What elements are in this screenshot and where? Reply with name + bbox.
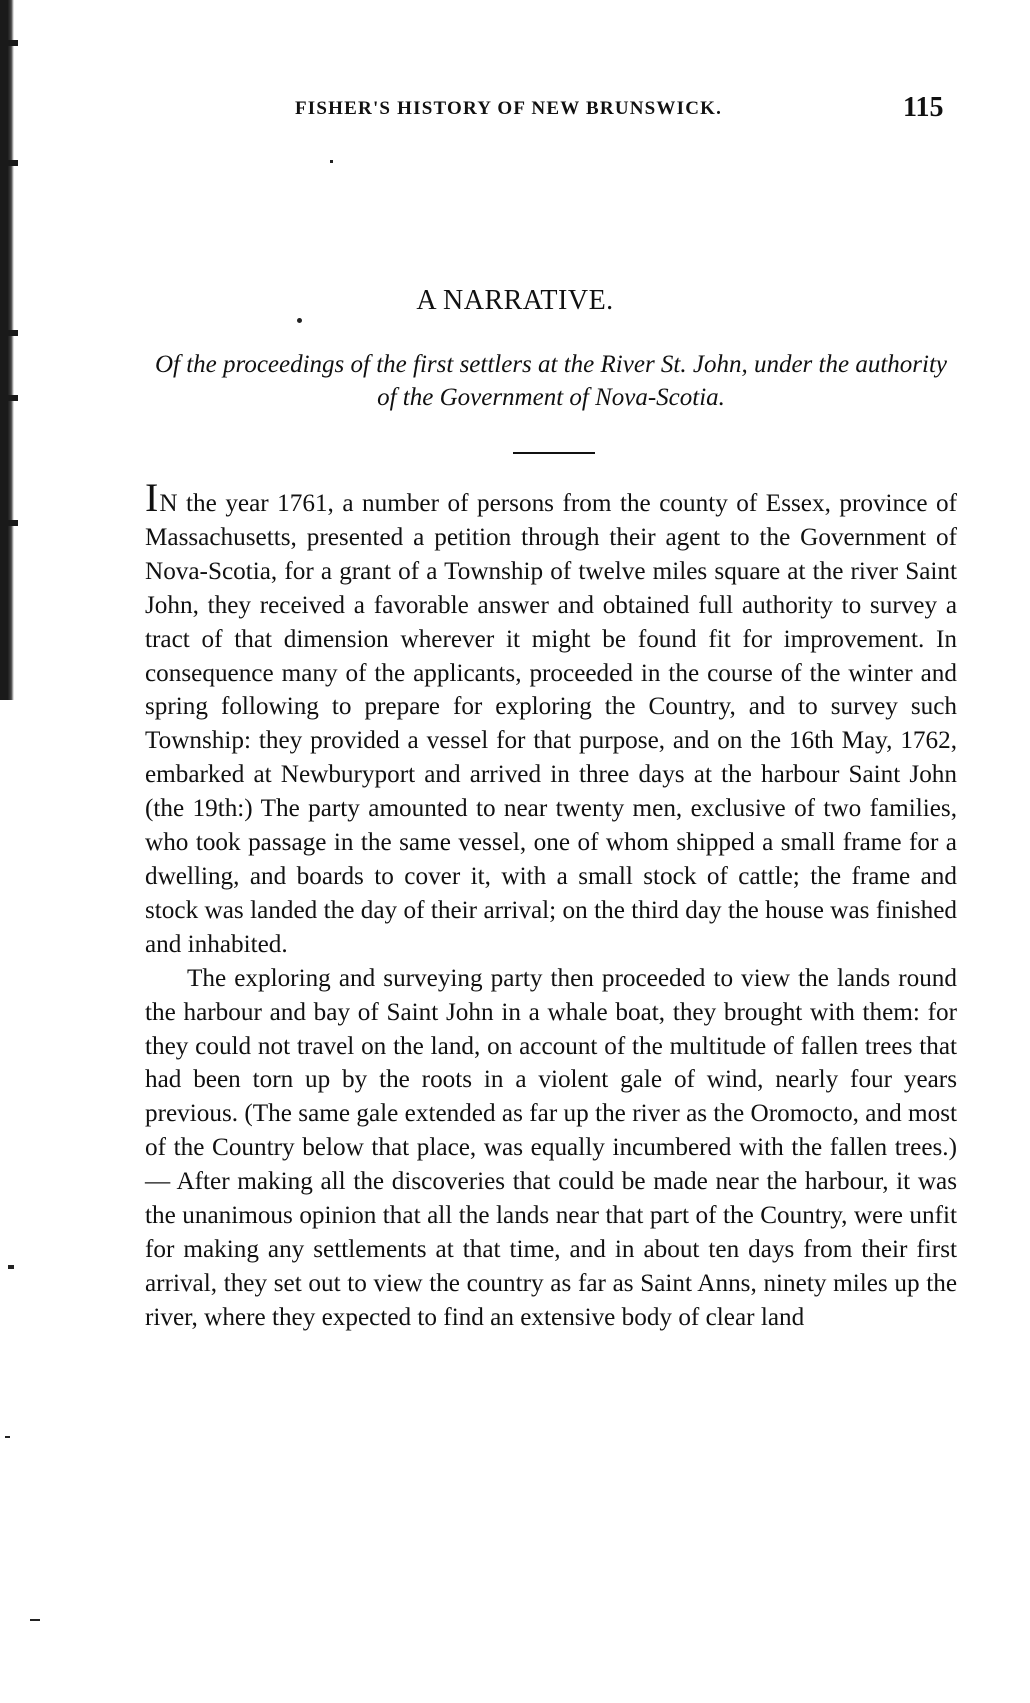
body-text bbox=[145, 475, 957, 1335]
chapter-subtitle: Of the proceedings of the first settlers at the River St. John, under the authority of the Government of Nova-Scotia. bbox=[154, 351, 947, 411]
section-rule bbox=[513, 452, 595, 454]
scan-notch bbox=[8, 40, 18, 46]
running-head: FISHER'S HISTORY OF NEW BRUNSWICK. bbox=[295, 98, 723, 119]
page-number: 115 bbox=[903, 92, 944, 123]
scan-notch bbox=[8, 395, 18, 401]
scan-notch bbox=[8, 160, 18, 166]
scan-notch bbox=[8, 520, 18, 526]
paragraph-2: The exploring and surveying party then proceeded to view the lands round the harbour and bay of Saint John in a whale boat, they brought with them: for they could not travel on the land, on account of the multitude of fallen trees that had been torn up by the roots in a violent gale of wind, nearly four years previous. (The same gale extended as far up the river as the Oromocto, and most of the Country below that place, was equally incumbered with the fallen trees.)— After making all the discoveries that could be made near the harbour, it was the unanimous opinion that all the lands near that part of the Country, were unfit for making any settlements at that time, and in about ten days from their first arrival, they set out to view the country as far as Saint Anns, ninety miles up the river, where they expected to find an extensive body of clear land bbox=[145, 964, 957, 1331]
chapter-title: A NARRATIVE. bbox=[416, 285, 614, 316]
scan-binding-edge bbox=[0, 0, 14, 700]
scan-speck bbox=[297, 318, 302, 323]
scan-speck bbox=[5, 1436, 10, 1438]
paragraph-1 bbox=[145, 475, 957, 962]
scan-speck bbox=[8, 1265, 14, 1269]
scan-speck bbox=[30, 1619, 40, 1621]
initial-letter: I bbox=[145, 475, 160, 520]
paragraph-1-text: N the year 1761, a number of persons from the county of Essex, province of Massachusetts, presented a petition through their agent to the Government of Nova-Scotia, for a grant of a Township of twelve miles square at the river Saint John, they received a favorable answer and obtained full authority to survey a tract of that dimension wherever it might be found fit for improvement. In consequence many of the applicants, proceeded in the course of the winter and spring following to prepare for exploring the Country, and to survey such Township: they provided a vessel for that purpose, and on the 16th May, 1762, embarked at Newburyport and arrived in three days at the harbour Saint John (the 19th:) The party amounted to near twenty men, exclusive of two families, who took passage in the same vessel, one of whom shipped a small frame for a dwelling, and boards to cover it, with a small stock of cattle; the frame and stock was landed the day of their arrival; on the third day the house was finished and inhabited. bbox=[145, 490, 957, 958]
scan-notch bbox=[8, 330, 18, 336]
scan-speck bbox=[330, 160, 333, 163]
